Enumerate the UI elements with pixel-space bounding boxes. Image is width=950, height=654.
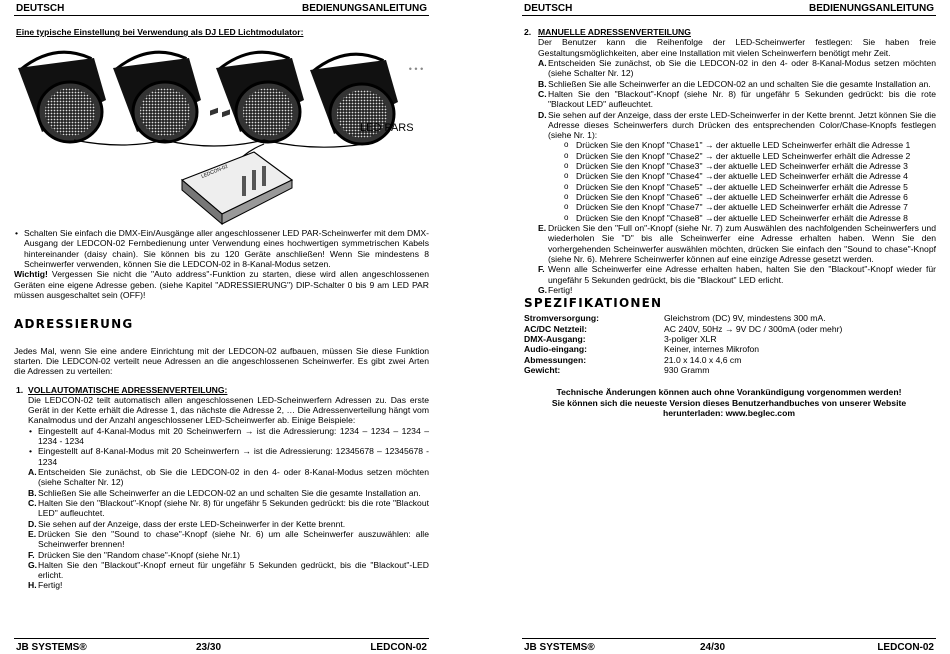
notice-line: herunterladen: www.beglec.com <box>663 407 795 418</box>
step-g: G. Halten Sie den "Blackout"-Knopf erneut für ungefähr 5 Sekunden gedrückt, bis die "Blackout"-LED erlicht. <box>28 559 429 581</box>
header-title: BEDIENUNGSANLEITUNG <box>301 3 427 14</box>
left-body <box>14 228 429 591</box>
update-notice <box>524 387 934 418</box>
subsection-text: Die LEDCON-02 teilt automatisch allen angeschlossenen LED-Scheinwerfern Adressen zu. Das erste Gerät in der Kette erhält die Adresse 1, das nächste die Adresse 2, … Die Adressenverteilung hängt vom Kanalmodus und der Anzahl angeschlossener LED-Scheinwerfer ab. Einige Beispiele: <box>28 394 429 426</box>
subsection-title: MANUELLE ADRESSENVERTEILUNG <box>538 27 691 37</box>
chase-item: o Drücken Sie den Knopf "Chase6" →der aktuelle LED Scheinwerfer erhält die Adresse 6 <box>564 192 908 202</box>
step-d: D. Sie sehen auf der Anzeige, dass der erste LED-Scheinwerfer in der Kette brennt. Jetzt können Sie die Adresse dieses Scheinwerfers durch Drücken des entsprechenden Color/Chase-Knopfs festlegen (siehe Nr. 1): <box>538 109 936 141</box>
step-e: E. Drücken Sie den "Full on"-Knopf (siehe Nr. 7) zum Auswählen des nachfolgenden Scheinwerfers und wiederholen Sie "D" bis alle Scheinwerfer eine Adresse erhalten haben. Wenn Sie den vorhergehenden Scheinwerfer auswählen möchten, drücken Sie einfach den "Sound to chase"-Knopf (siehe Nr. 6). Mehrere Scheinwerfer können auf eine einzige Adresse gesetzt werden. <box>538 222 936 264</box>
subsection-auto <box>14 385 429 591</box>
header-divider <box>522 15 936 16</box>
warning-text: Vergessen Sie nicht die "Auto address"-Funktion zu starten, diese wird allen angeschlossenen Geräten eine eigene Adresse geben. (siehe Kapitel "ADRESSIERUNG") DIP-Schalter 0 bis 9 am LED PAR müssen ausgeschaltet sein (OFF)! <box>14 269 429 300</box>
section-title-adressierung: ADRESSIERUNG <box>14 317 134 332</box>
footer-model: LEDCON-02 <box>370 642 427 653</box>
subsection-number: 1. <box>16 384 24 395</box>
more-fixtures-ellipsis: • • • <box>408 64 424 74</box>
controller-label: LEDCON-02 <box>200 163 229 180</box>
step-d: D. Sie sehen auf der Anzeige, dass der erste LED-Scheinwerfer in der Kette brennt. <box>28 518 346 529</box>
intro-bullet: • Schalten Sie einfach die DMX-Ein/Ausgänge aller angeschlossener LED PAR-Scheinwerfer mit dem DMX-Ausgang der LEDCON-02 Fernbedienung unter Verwendung eines hochwertigen symmetrischen Kabels hintereinander (daisy chain). Sie können bis zu 120 Geräte anschließen! Wenn Sie mindestens 8 Scheinwerfer verwenden, können Sie die LEDCON-02 in 8-Kanal-Modus setzen. <box>14 228 429 269</box>
chase-item: o Drücken Sie den Knopf "Chase4" →der aktuelle LED Scheinwerfer erhält die Adresse 4 <box>564 171 908 182</box>
spec-row: Audio-eingang: Keiner, internes Mikrofon <box>524 344 760 355</box>
left-page <box>14 0 429 654</box>
step-c: C. Halten Sie den "Blackout"-Knopf (siehe Nr. 8) für ungefähr 5 Sekunden gedrückt: bis die rote "Blackout LED" aufleuchtet. <box>28 497 429 519</box>
footer-model: LEDCON-02 <box>877 642 934 653</box>
spec-table <box>524 313 934 375</box>
step-f: F. Wenn alle Scheinwerfer eine Adresse erhalten haben, halten Sie den "Blackout"-Knopf wieder für ungefähr 5 Sekunden gedrückt, bis die "Blackout" LED erlicht. <box>538 264 936 285</box>
led-par-1 <box>18 52 106 142</box>
chase-item: o Drücken Sie den Knopf "Chase7" →der aktuelle LED Scheinwerfer erhält die Adresse 7 <box>564 202 908 213</box>
section-title-spezifikationen: SPEZIFIKATIONEN <box>524 296 663 310</box>
notice-line: Technische Änderungen können auch ohne Vorankündigung vorgenommen werden! <box>556 387 902 398</box>
spec-row: Gewicht: 930 Gramm <box>524 364 710 375</box>
step-a: A. Entscheiden Sie zunächst, ob Sie die LEDCON-02 in den 4- oder 8-Kanal-Modus setzen möchten (siehe Schalter Nr. 12) <box>28 467 429 488</box>
footer-divider <box>14 638 429 639</box>
specifications <box>524 296 934 418</box>
setup-illustration <box>14 40 429 228</box>
step-b: B. Schließen Sie alle Scheinwerfer an die LEDCON-02 an und schalten Sie die gesamte Installation an. <box>28 487 421 498</box>
chase-item: o Drücken Sie den Knopf "Chase3" →der aktuelle LED Scheinwerfer erhält die Adresse 3 <box>564 161 908 172</box>
subsection-title: VOLLAUTOMATISCHE ADRESSENVERTEILUNG: <box>28 384 228 395</box>
footer-brand: JB SYSTEMS® <box>524 642 595 653</box>
subsection-number: 2. <box>524 27 532 37</box>
footer-page-number: 24/30 <box>700 642 726 653</box>
auto-steps-list <box>28 467 429 591</box>
chase-item: o Drücken Sie den Knopf "Chase5" →der aktuelle LED Scheinwerfer erhält die Adresse 5 <box>564 181 908 192</box>
example-4ch: • Eingestellt auf 4-Kanal-Modus mit 20 Scheinwerfern → ist die Adressierung: 1234 – 1234 – 1234 – 1234 - 1234 <box>28 426 429 447</box>
right-page <box>522 0 936 654</box>
step-b: B. Schließen Sie alle Scheinwerfer an die LEDCON-02 an und schalten Sie die gesamte Installation an. <box>538 78 931 89</box>
notice-line: Sie können sich die neueste Version dieses Benutzerhandbuches von unserer Website <box>551 397 907 408</box>
figure-caption: Eine typische Einstellung bei Verwendung als DJ LED Lichtmodulator: <box>16 27 304 37</box>
step-a: A. Entscheiden Sie zunächst, ob Sie die LEDCON-02 in den 4- oder 8-Kanal-Modus setzen möchten (siehe Schalter Nr. 12) <box>538 57 936 79</box>
led-par-3 <box>216 52 304 142</box>
spec-row: Abmessungen: 21.0 x 14.0 x 4,6 cm <box>524 354 742 365</box>
header-language: DEUTSCH <box>524 3 573 14</box>
subsection-text: Der Benutzer kann die Reihenfolge der LED-Scheinwerfer festlegen: Sie haben freie Gestaltungsmöglichkeiten, aber eine Installation mit vielen Scheinwerfern benötigt mehr Zeit. <box>538 37 936 58</box>
section-intro: Jedes Mal, wenn Sie eine andere Einrichtung mit der LEDCON-02 aufbauen, müssen Sie diese Funktion starten. Die LEDCON-02 verteilt neue Adressen an die angeschlossenen Scheinwerfer. Es gibt zwei Arten die Adressen zu verteilen: <box>14 345 429 377</box>
step-c: C. Halten Sie den "Blackout"-Knopf (siehe Nr. 8) für ungefähr 5 Sekunden gedrückt: bis die rote "Blackout LED" aufleuchtet. <box>538 88 936 110</box>
warning-label: Wichtig! <box>14 269 48 280</box>
example-8ch: • Eingestellt auf 8-Kanal-Modus mit 20 Scheinwerfern → ist die Adressierung: 12345678 – 12345678 - 1234 <box>28 446 429 467</box>
footer-divider <box>522 638 936 639</box>
step-h: H. Fertig! <box>28 580 63 591</box>
chase-list <box>538 140 936 223</box>
led-pars-label: LED PARS <box>360 122 414 134</box>
chase-item: o Drücken Sie den Knopf "Chase8" →der aktuelle LED Scheinwerfer erhält die Adresse 8 <box>564 212 908 223</box>
chase-item: o Drücken Sie den Knopf "Chase2" → der aktuelle LED Scheinwerfer erhält die Adresse 2 <box>564 150 911 161</box>
warning-paragraph <box>14 269 429 300</box>
spec-row: AC/DC Netzteil: AC 240V, 50Hz → 9V DC / 300mA (oder mehr) <box>524 323 843 334</box>
subsection-manual <box>522 27 936 295</box>
step-f: F. Drücken Sie den "Random chase"-Knopf (siehe Nr.1) <box>28 549 240 560</box>
step-g: G. Fertig! <box>538 284 573 295</box>
spec-row: Stromversorgung: Gleichstrom (DC) 9V, mindestens 300 mA. <box>524 313 826 324</box>
spec-row: DMX-Ausgang: 3-poliger XLR <box>524 334 717 345</box>
header-divider <box>14 15 429 16</box>
chase-item: o Drücken Sie den Knopf "Chase1" → der aktuelle LED Scheinwerfer erhält die Adresse 1 <box>564 140 911 151</box>
led-par-2 <box>113 52 201 142</box>
step-e: E. Drücken Sie den "Sound to chase"-Knopf (siehe Nr. 6) um alle Scheinwerfer auszuwählen: alle Scheinwerfer brennen! <box>28 528 429 550</box>
footer-page-number: 23/30 <box>196 642 222 653</box>
header-title: BEDIENUNGSANLEITUNG <box>808 3 934 14</box>
footer-brand: JB SYSTEMS® <box>16 642 87 653</box>
header-language: DEUTSCH <box>16 3 65 14</box>
